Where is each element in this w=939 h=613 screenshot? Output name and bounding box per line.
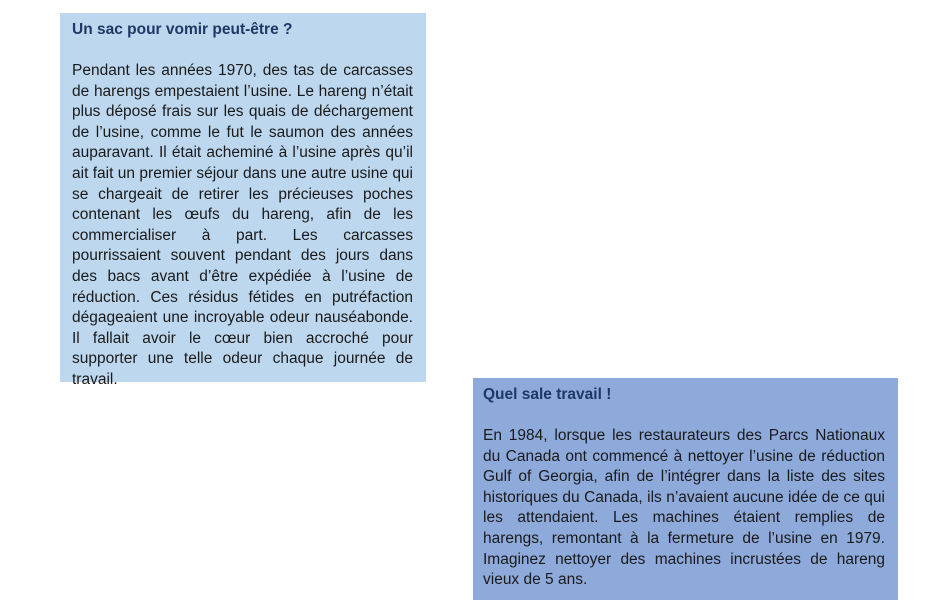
box-body-text: En 1984, lorsque les restaurateurs des Parcs Nationaux du Canada ont commencé à nettoyer l’usine de réduction Gulf of Georgia, afin de l’intégrer dans la liste des sites historiques du Canada, ils n’avaient aucune idée de ce qui les attendaient. Les machines étaient remplies de harengs, remontant à la fermeture de l’usine en 1979. Imaginez nettoyer des machines incrustées de hareng vieux de 5 ans. — [483, 427, 885, 589]
box-body-text: Pendant les années 1970, des tas de carcasses de harengs empestaient l’usine. Le hareng n’était plus déposé frais sur les quais de déchargement de l’usine, comme le fut le saumon des années auparavant. Il était acheminé à l’usine après qu’il ait fait un premier séjour dans une autre usine qui se chargeait de retirer les précieuses poches contenant les œufs du hareng, afin de les commercialiser à part. Les carcasses pourrissaient souvent pendant des jours dans des bacs avant d’être expédiée à l’usine de réduction. Ces résidus fétides en putréfaction dégageaient une incroyable odeur nauséabonde. Il fallait avoir le cœur bien accroché pour supporter une telle odeur chaque journée de travail. — [72, 62, 413, 388]
sidebar-box-vomit-bag — [60, 13, 426, 388]
box-title: Un sac pour vomir peut-être ? — [72, 21, 293, 38]
box-title: Quel sale travail ! — [483, 386, 612, 403]
sidebar-box-dirty-work — [473, 378, 898, 600]
